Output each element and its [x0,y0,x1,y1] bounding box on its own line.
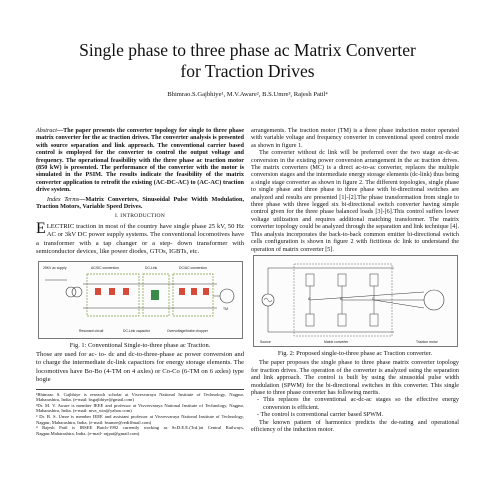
right-paragraph-4: The known pattern of harmonics predicts the de-rating and operational efficiency of the induction motor. [251,418,459,433]
fig1-label-supply: 25KV ac supply [43,265,67,270]
bidir-switch-2 [338,274,346,286]
switch-5 [191,288,197,295]
right-paragraph-3: The paper proposes the single phase to three phase matrix converter topology for traction drives. The operation of the converter is analyzed using the separation and link approach. The control is built by using the sinusoidal pulse width modulation (SPWM) for the bi-directional switches in this converter. This single phase to three phase converter has following merits. [251,359,459,396]
phase-a-output [310,292,424,300]
switch-2 [109,288,115,295]
fig1-label-dclink-cap: DC-Link capacitor [123,328,150,333]
left-paragraph-2: Those are used for ac- to- dc and dc-to-three-phase ac power conversion and to charge the intermediate dc-link capacitors for energy storage elements. The locomotives have Bo-Bo (4-TM on 4 axles) or Co-Co (6-TM on 6 axles) type bogie [36,350,244,384]
abstract [36,127,244,194]
introduction-text: LECTRIC traction in most of the country have single phase 25 kV, 50 Hz AC or 3kV DC power supply systems. The conventional locomotives have a transformer with a tap changer or a step- down transformer with semiconductor devices, like power diodes, GTOs, IGBTs, etc. [36,222,244,256]
transformer-coil-2 [72,287,82,297]
fig1-label-dclink: DC-Link [145,265,158,270]
merit-bullet-1: - This replaces the conventional ac-dc-ac stages so the effective energy conversion is efficient. [257,396,459,411]
traction-motor-symbol [424,290,444,310]
fig2-label-matrix-converter: Matrix converter [324,339,349,344]
switch-4 [179,288,185,295]
author-list: Bhimrao.S.Gajbhiye¹, M.V.Aware², B.S.Umre³, Rajesh Patil⁴ [167,91,328,98]
right-paragraph-2: The converter without dc link will be preferred over the two stage ac-dc-ac conversion in the existing power conversion arrangement in the ac traction drives. The matrix converters (MC) is a direct ac-to-ac converter, replaces the multiple conversion stages and the intermediate energy storage elements (dc-link) thus being a single stage converter as shown in figure 2. The different topologies, single phase to single phase and three phase to three phase with bi-directional switches are analyzed and results are presented [1]-[2].The phase transformation from single to three phase with three legged six bi-directional switch converter having simple control given for the three phase balanced loads [3]-[6].This control suffers lower voltage utilization and requires additional matching transformer. The matrix converter topology could be analyzed through the separation and link technique [4]. This analysis incorporates the back-to-back common emitter bi-directional switch cells configuration is shown in figure 2 with fictitious dc link to understand the operation of matrix converter [5]. [251,149,459,253]
drop-cap: E [36,219,46,237]
transformer-coil-1 [66,287,76,297]
index-terms [36,196,244,211]
fig2-label-b: B [340,296,343,301]
footnote-2: ²Dr. M. V. Aware is member IEEE and professor at Visvesvaraya National Institute of Technology, Nagpur, Maharashtra, India. (e-mail: mva_win@yahoo.com) [36,402,244,414]
footnote-3: ³ Dr. B. S. Umre is member IEEE and assistant professor at Visvesvaraya National Institute of Technology, Nagpur, Maharashtra, India. (e-mail: bsumre@rediffmail.com) [36,413,244,425]
figure-1-caption: Fig. 1: Conventional Single-to-three phase ac Traction. [69,341,211,349]
right-paragraph-1: arrangements. The traction motor (TM) is a three phase induction motor operated with variable voltage and frequency converter in conventional speed control mode as shown in figure 1. [251,127,459,149]
fig1-label-overvoltage: Overvoltage/brake chopper [167,328,208,333]
merit-bullet-2: - The control is conventional carrier based SPWM. [257,411,384,419]
phase-c-output [374,300,424,308]
bidir-switch-6 [370,314,378,326]
figure-1-diagram [38,261,243,339]
switch-3 [123,288,129,295]
left-column [36,127,244,436]
fig1-label-dcac: DC/AC conversion [179,265,207,270]
right-column [251,127,459,433]
section-heading-introduction: I. INTRODUCTION [115,213,165,220]
abstract-text: —The paper presents the converter topology for single to three phase matrix converter for the ac traction drives. The converter analysis is presented with source separation and link approach. The conventional carrier based control is employed for the converter to control the output voltage and frequency. The operational feasibility with the three phase ac traction motor (850 kW) is presented. The performance of the converter with the motor is simulated in the PSIM. The results indicate the feasibility of the matrix converter application to retrofit the existing (AC-DC-AC) to (AC-AC) traction drive system. [36,127,244,194]
fig1-label-tm: TM [223,306,228,311]
switch-6 [203,288,209,295]
bidir-switch-1 [306,274,314,286]
traction-motor-symbol [220,289,234,303]
footnote-1: ¹Bhimrao S. Gajbhiye is research scholar at Visvesvaraya National Institute of Technology, Nagpur, Maharashtra, India. (e-mail: bsgajbhiye@gmail.com) [36,391,244,403]
index-terms-text: —Matrix Converters, Sinusoidal Pulse Width Modulation, Traction Motors, Variable Speed Drives. [36,195,244,211]
abstract-label: Abstract [36,127,57,134]
introduction-paragraph [36,219,244,257]
switch-1 [95,288,101,295]
footnotes [36,389,244,437]
paper-title [20,40,475,82]
figure-2-svg [254,256,457,346]
bidir-switch-3 [370,274,378,286]
footnote-4: ⁴ Rajesh Patil is IRSEE Batch-1992 currently working as Sr.D.E.E.(Trd.)at Central Railways, Nagpur.Maharashtra, India. (e-mail- rajpat@gmail.com) [36,425,244,436]
ac-source-wave [264,298,272,302]
figure-2-caption: Fig. 2: Proposed single-to-three phase ac Traction converter. [277,349,433,357]
dclink-capacitor [151,290,159,300]
fig1-label-resonant: Resonant circuit [79,328,104,333]
bidir-switch-4 [306,314,314,326]
index-terms-label: Index Terms [46,195,80,203]
fig1-label-acdc: AC/DC conversion [91,265,119,270]
title-line-2: for Traction Drives [180,61,315,81]
title-line-1: Single phase to three phase ac Matrix Converter [79,40,416,60]
bidir-switch-5 [338,314,346,326]
fig2-label-traction-motor: Traction motor [416,339,438,344]
figure-1-svg [39,262,242,338]
fig2-label-a: A [308,296,311,301]
fig2-label-c: C [372,296,375,301]
figure-2-diagram [253,255,458,347]
fig2-label-source: Source [260,339,271,344]
